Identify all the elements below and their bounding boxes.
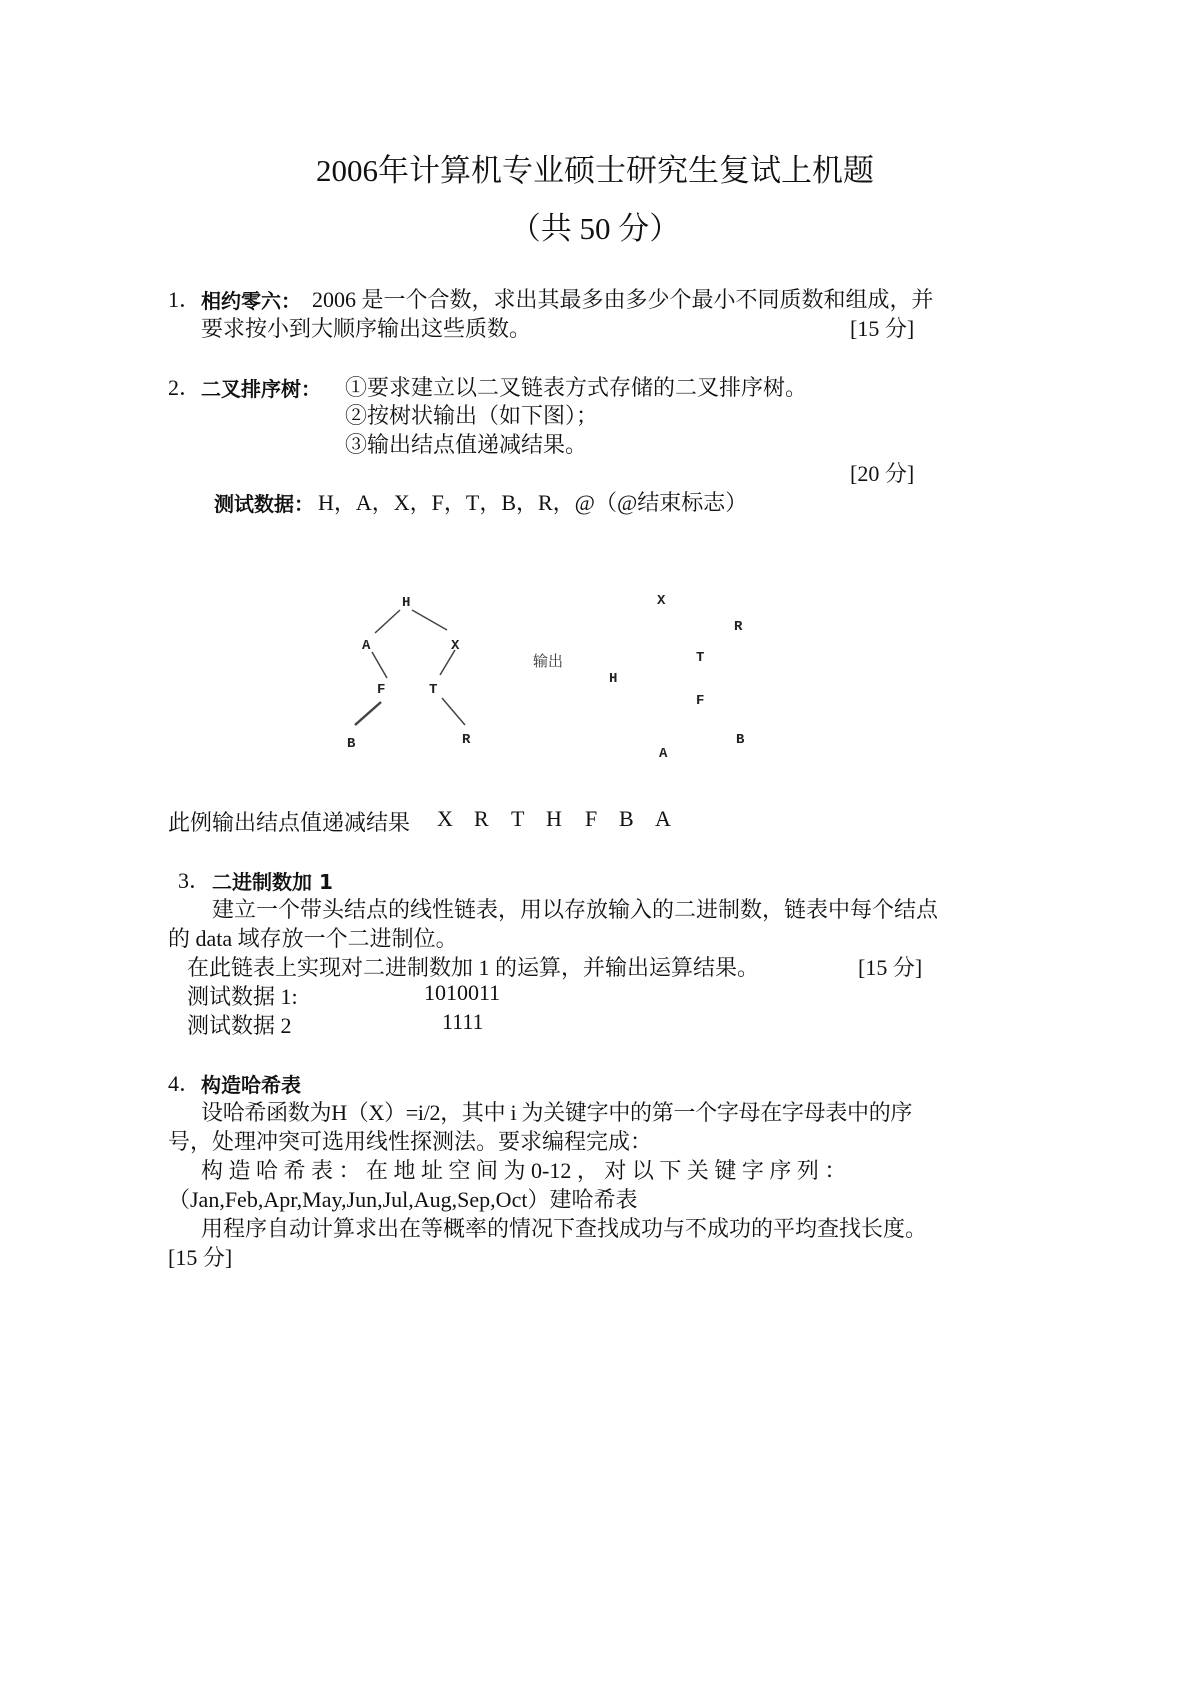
q2-result-value: X xyxy=(437,806,453,831)
tree-node-t: T xyxy=(429,682,438,698)
q4-text-line4: （Jan,Feb,Apr,May,Jun,Jul,Aug,Sep,Oct）建哈希表 xyxy=(168,1187,638,1212)
q3-text-line2: 的 data 域存放一个二进制位。 xyxy=(168,926,458,951)
q2-result-value: B xyxy=(619,806,634,831)
tree-node-h: H xyxy=(402,595,411,611)
tree-diagram xyxy=(330,580,830,780)
q2-test-label: 测试数据： xyxy=(214,492,314,516)
q2-score: [20 分] xyxy=(850,461,915,486)
q4-text-line1: 设哈希函数为H（X）=i/2，其中 i 为关键字中的第一个字母在字母表中的序 xyxy=(201,1100,913,1125)
q4-title: 构造哈希表 xyxy=(201,1073,301,1097)
q1-title: 相约零六： xyxy=(201,289,301,313)
q3-test1-value: 1010011 xyxy=(424,980,501,1005)
page-subtitle: （共 50 分） xyxy=(509,211,681,246)
q2-result-label: 此例输出结点值递减结果 xyxy=(168,810,411,835)
tree-node-x: X xyxy=(451,638,460,654)
q4-text-line2: 号，处理冲突可选用线性探测法。要求编程完成： xyxy=(168,1129,653,1154)
tree-node-r: R xyxy=(462,732,471,748)
q2-requirement-2: ②按树状输出（如下图）； xyxy=(345,403,599,428)
q3-score: [15 分] xyxy=(858,955,923,980)
edge-h-x xyxy=(412,610,447,630)
q4-score: [15 分] xyxy=(168,1245,233,1270)
q3-text-line1: 建立一个带头结点的线性链表，用以存放输入的二进制数，链表中每个结点 xyxy=(212,897,939,922)
output-node-b: B xyxy=(736,732,745,748)
tree-node-b: B xyxy=(347,736,356,752)
q4-number: 4． xyxy=(168,1071,202,1096)
q3-test2-value: 1111 xyxy=(442,1009,484,1034)
q2-result-value: F xyxy=(585,806,598,831)
output-node-h: H xyxy=(609,671,618,687)
q2-test-value: H，A，X，F，T，B，R，@（@结束标志） xyxy=(318,490,748,515)
q4-text-line5: 用程序自动计算求出在等概率的情况下查找成功与不成功的平均查找长度。 xyxy=(201,1216,928,1241)
output-node-r: R xyxy=(734,619,743,635)
q1-score: [15 分] xyxy=(850,316,915,341)
q1-text-line1: 2006 是一个合数，求出其最多由多少个最小不同质数和组成，并 xyxy=(312,287,934,312)
q2-requirement-1: ①要求建立以二叉链表方式存储的二叉排序树。 xyxy=(345,375,808,400)
q2-result-value: A xyxy=(655,806,671,831)
q2-result-value: T xyxy=(511,806,525,831)
q2-result-value: R xyxy=(474,806,489,831)
edge-a-f xyxy=(372,652,387,678)
q3-number: 3． xyxy=(178,868,212,893)
q2-requirement-3: ③输出结点值递减结果。 xyxy=(345,432,588,457)
q2-title: 二叉排序树： xyxy=(201,377,321,401)
edge-t-r xyxy=(442,698,465,725)
edge-f-b xyxy=(355,702,381,725)
q3-test1-label: 测试数据 1: xyxy=(187,984,298,1009)
output-node-x: X xyxy=(657,593,666,609)
output-label: 输出 xyxy=(533,652,564,670)
edge-h-a xyxy=(375,610,400,633)
q1-text-line2: 要求按小到大顺序输出这些质数。 xyxy=(201,316,532,341)
page-title: 2006年计算机专业硕士研究生复试上机题 xyxy=(316,153,874,188)
q2-result-value: H xyxy=(546,806,562,831)
output-node-t: T xyxy=(696,650,705,666)
output-node-a: A xyxy=(659,746,668,762)
tree-node-a: A xyxy=(362,638,371,654)
q2-number: 2． xyxy=(168,375,202,400)
q3-title: 二进制数加 1 xyxy=(212,870,333,894)
q3-test2-label: 测试数据 2 xyxy=(187,1013,292,1038)
q3-text-line3: 在此链表上实现对二进制数加 1 的运算，并输出运算结果。 xyxy=(187,955,760,980)
q4-text-line3: 构 造 哈 希 表 ： 在 地 址 空 间 为 0-12 ， 对 以 下 关 键 字 序 列 ： xyxy=(201,1158,847,1183)
tree-node-f: F xyxy=(377,682,386,698)
q1-number: 1． xyxy=(168,287,202,312)
output-node-f: F xyxy=(696,693,705,709)
